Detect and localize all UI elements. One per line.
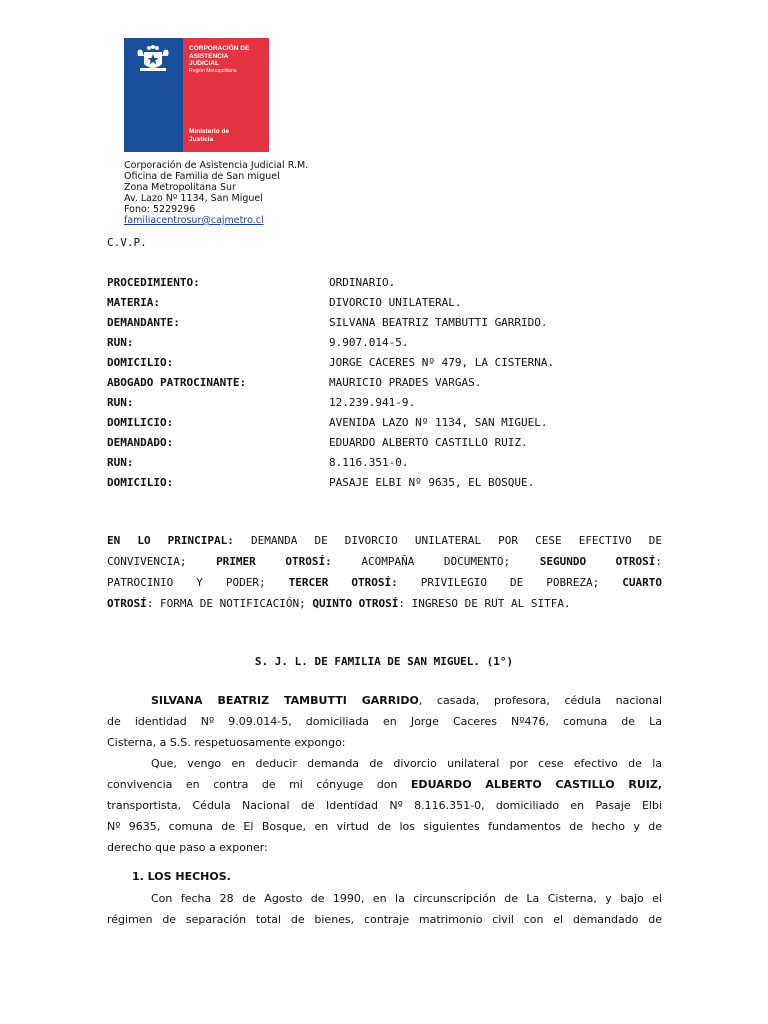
otrosi-text: PATROCINIO Y PODER; xyxy=(107,576,289,589)
case-fields xyxy=(107,276,554,496)
body-line: Nº 9635, comuna de El Bosque, en virtud de los siguientes fundamentos de hecho y de xyxy=(107,820,662,833)
logo-ministry-line: Ministerio de xyxy=(189,128,230,135)
field-value: EDUARDO ALBERTO CASTILLO RUIZ. xyxy=(329,436,528,449)
body-line: Que, vengo en deducir demanda de divorcio unilateral por cese efectivo de la xyxy=(151,757,662,770)
plaintiff-name: SILVANA BEATRIZ TAMBUTTI GARRIDO xyxy=(151,694,419,707)
logo-region: Región Metropolitana xyxy=(189,67,237,74)
logo-org-line: ASISTENCIA xyxy=(189,52,229,60)
field-value: 8.116.351-0. xyxy=(329,456,409,469)
facts-body xyxy=(107,888,662,930)
field-label: RUN: xyxy=(107,396,134,409)
logo-red-panel xyxy=(183,38,269,152)
otrosi-bold: PRIMER OTROSÍ: xyxy=(216,555,332,568)
address-line: Corporación de Asistencia Judicial R.M. xyxy=(124,160,309,171)
otrosi-line xyxy=(107,530,662,551)
body-line: régimen de separación total de bienes, contraje matrimonio civil con el demandado de xyxy=(107,913,662,926)
field-label: DEMANDANTE: xyxy=(107,316,180,329)
field-value: JORGE CACERES Nº 479, LA CISTERNA. xyxy=(329,356,555,369)
field-label: DEMANDADO: xyxy=(107,436,174,449)
field-row xyxy=(107,396,554,416)
cvp-label: C.V.P. xyxy=(107,236,147,249)
field-value: SILVANA BEATRIZ TAMBUTTI GARRIDO. xyxy=(329,316,548,329)
field-label: MATERIA: xyxy=(107,296,160,309)
section-heading: 1. LOS HECHOS. xyxy=(132,870,231,883)
field-label: DOMICILIO: xyxy=(107,476,174,489)
field-value: ORDINARIO. xyxy=(329,276,396,289)
otrosi-text: ACOMPAÑA DOCUMENTO; xyxy=(331,555,540,568)
otrosi-line xyxy=(107,572,662,593)
body-line: Cisterna, a S.S. respetuosamente expongo: xyxy=(107,736,346,749)
field-label: RUN: xyxy=(107,336,134,349)
field-value: 9.907.014-5. xyxy=(329,336,409,349)
otrosi-bold: QUINTO OTROSÍ xyxy=(312,597,399,610)
otrosi-bold: OTROSÍ xyxy=(107,597,147,610)
field-label: ABOGADO PATROCINANTE: xyxy=(107,376,247,389)
defendant-name: EDUARDO ALBERTO CASTILLO RUIZ, xyxy=(410,778,662,791)
field-row xyxy=(107,356,554,376)
body-line xyxy=(107,774,662,795)
field-value: PASAJE ELBI Nº 9635, EL BOSQUE. xyxy=(329,476,535,489)
otrosi-text: DEMANDA DE DIVORCIO UNILATERAL POR CESE EFECTIVO DE xyxy=(233,534,663,547)
office-address xyxy=(124,160,308,226)
field-value: MAURICIO PRADES VARGAS. xyxy=(329,376,482,389)
field-row xyxy=(107,476,554,496)
logo xyxy=(124,38,269,152)
field-label: RUN: xyxy=(107,456,134,469)
logo-org-line: JUDICIAL xyxy=(189,60,219,67)
field-label: PROCEDIMIENTO: xyxy=(107,276,200,289)
body-line: Con fecha 28 de Agosto de 1990, en la circunscripción de La Cisterna, y bajo el xyxy=(151,892,662,905)
otrosi-text: : FORMA DE NOTIFICACIÓN; xyxy=(146,597,313,610)
logo-blue-panel xyxy=(124,38,183,152)
body-line xyxy=(107,690,662,711)
otrosi-text: : INGRESO DE RUT AL SITFA. xyxy=(398,597,571,610)
email-link[interactable]: familiacentrosur@cajmetro.cl xyxy=(124,215,264,226)
otrosi-text: CONVIVENCIA; xyxy=(107,555,217,568)
otrosi-line xyxy=(107,551,662,572)
body-line: derecho que paso a exponer: xyxy=(107,841,268,854)
body-text: , casada, profesora, cédula nacional xyxy=(418,694,663,707)
field-value: AVENIDA LAZO Nº 1134, SAN MIGUEL. xyxy=(329,416,548,429)
field-value: 12.239.941-9. xyxy=(329,396,416,409)
field-label: DOMICILIO: xyxy=(107,356,174,369)
field-row xyxy=(107,336,554,356)
address-line: Oficina de Familia de San miguel xyxy=(124,171,280,182)
petition-body xyxy=(107,690,662,858)
address-line: Zona Metropolitana Sur xyxy=(124,182,236,193)
field-label: DOMILICIO: xyxy=(107,416,174,429)
otrosi-bold: TERCER OTROSÍ: xyxy=(288,576,398,589)
otrosi-bold: CUARTO xyxy=(622,576,662,589)
field-row xyxy=(107,296,554,316)
address-line: Av. Lazo Nº 1134, San Miguel xyxy=(124,193,263,204)
field-row xyxy=(107,456,554,476)
court-heading: S. J. L. DE FAMILIA DE SAN MIGUEL. (1°) xyxy=(254,655,514,668)
logo-org-line: CORPORACIÓN DE xyxy=(189,45,250,52)
otrosi-text: PRIVILEGIO DE POBREZA; xyxy=(397,576,623,589)
logo-org-name xyxy=(189,45,249,75)
body-line: de identidad Nº 9.09.014-5, domiciliada en Jorge Caceres Nº476, comuna de La xyxy=(107,715,662,728)
field-row xyxy=(107,276,554,296)
otrosi-bold: EN LO PRINCIPAL: xyxy=(107,534,234,547)
logo-ministry xyxy=(189,128,229,144)
field-row xyxy=(107,436,554,456)
field-row xyxy=(107,416,554,436)
field-value: DIVORCIO UNILATERAL. xyxy=(329,296,462,309)
otrosi-line xyxy=(107,593,662,614)
field-row xyxy=(107,376,554,396)
chile-coat-of-arms-icon xyxy=(130,42,176,76)
address-phone: Fono: 5229296 xyxy=(124,204,196,215)
body-text: convivencia en contra de mi cónyuge don xyxy=(107,778,411,791)
otrosi-summary xyxy=(107,530,662,614)
logo-ministry-line: Justicia xyxy=(189,136,214,143)
otrosi-bold: SEGUNDO OTROSÍ xyxy=(539,555,656,568)
field-row xyxy=(107,316,554,336)
otrosi-text: : xyxy=(655,555,663,568)
body-line: transportista, Cédula Nacional de Identidad Nº 8.116.351-0, domiciliado en Pasaje Elbi xyxy=(107,799,662,812)
